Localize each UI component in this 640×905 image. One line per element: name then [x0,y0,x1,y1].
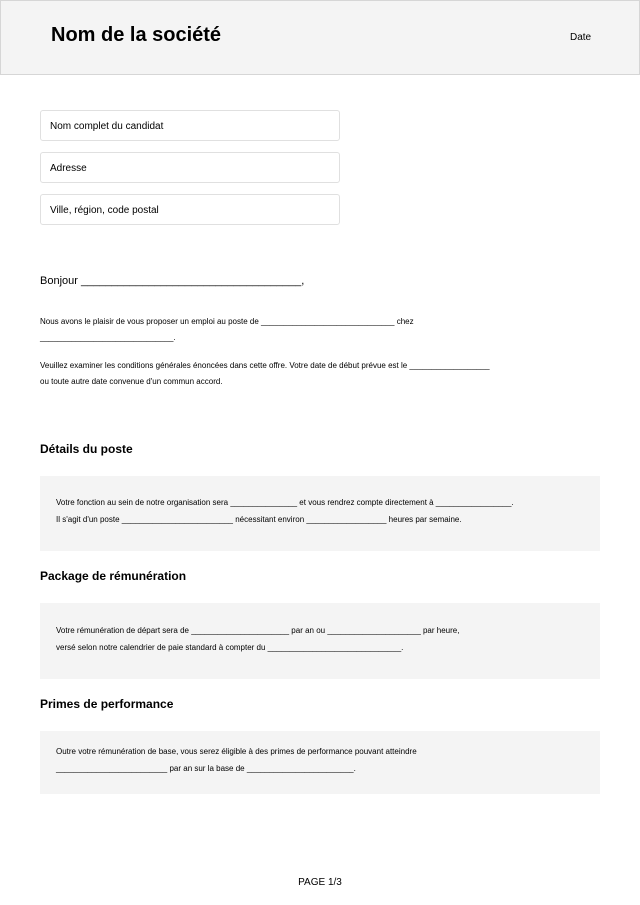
letterhead [0,0,640,75]
compensation-heading: Package de rémunération [40,569,187,583]
bonuses-line-2: _________________________ par an sur la base de ________________________. [56,763,356,773]
bonuses-heading: Primes de performance [40,697,174,711]
city-region-postal-field[interactable]: Ville, région, code postal [40,194,340,225]
company-name: Nom de la société [51,24,222,46]
page-number: PAGE 1/3 [298,877,342,888]
bonuses-box [40,731,600,794]
compensation-box [40,603,600,679]
intro-line-1: Nous avons le plaisir de vous proposer un emploi au poste de ______________________________ chez [40,317,414,326]
intro-line-2: ______________________________. [40,333,176,342]
compensation-line-2: versé selon notre calendrier de paie standard à compter du ______________________________. [56,642,404,652]
address-field[interactable]: Adresse [40,152,340,183]
greeting: Bonjour ____________________________________, [40,275,305,287]
compensation-line-1: Votre rémunération de départ sera de ______________________ par an ou _____________________ par heure, [56,626,460,635]
intro-paragraph [40,314,414,346]
candidate-name-field[interactable]: Nom complet du candidat [40,110,340,141]
terms-line-2: ou toute autre date convenue d'un commun accord. [40,377,223,386]
job-details-line-2: Il s'agit d'un poste _________________________ nécessitant environ __________________ heures par semaine. [56,514,462,524]
terms-paragraph [40,358,490,390]
date-label: Date [570,32,592,43]
bonuses-line-1: Outre votre rémunération de base, vous serez éligible à des primes de performance pouvant atteindre [56,747,417,756]
job-details-heading: Détails du poste [40,442,133,456]
job-details-line-1: Votre fonction au sein de notre organisation sera _______________ et vous rendrez compte directement à _________________. [56,498,514,507]
job-details-box [40,476,600,551]
terms-line-1: Veuillez examiner les conditions générales énoncées dans cette offre. Votre date de début prévue est le __________________ [40,361,490,370]
